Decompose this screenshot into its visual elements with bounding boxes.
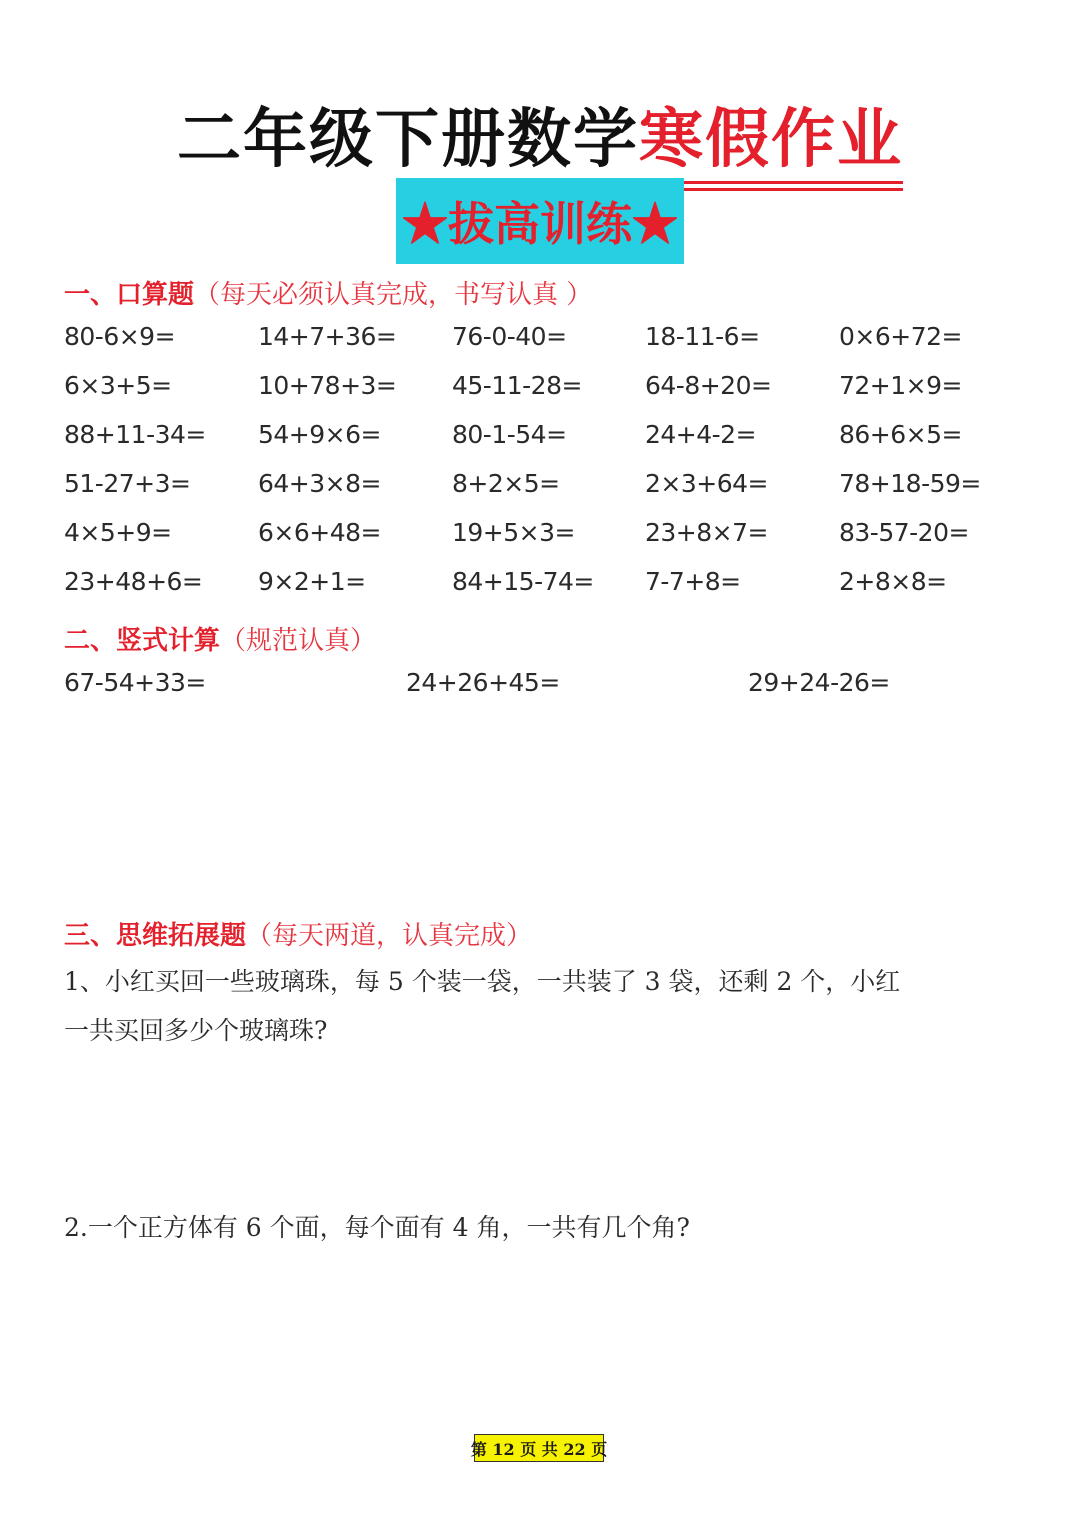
problem-cell: 24+4-2=: [645, 420, 757, 449]
vertical-calc-item: 67-54+33=: [64, 668, 206, 697]
section1-title: 一、口算题: [64, 280, 195, 310]
problem-cell: 64-8+20=: [645, 371, 772, 400]
section2-note: （规范认真）: [220, 626, 377, 656]
problem-cell: 51-27+3=: [64, 469, 191, 498]
word-problem-1-line2: 一共买回多少个玻璃珠?: [64, 1016, 328, 1045]
word-problem-1-line1: 1、小红买回一些玻璃珠，每 5 个装一袋，一共装了 3 袋，还剩 2 个，小红: [64, 967, 901, 996]
title-highlight-text: 寒假作业: [639, 102, 903, 177]
section1-note: （每天必须认真完成，书写认真 ）: [194, 280, 593, 310]
word-problem-2: [64, 1203, 690, 1252]
problem-cell: 23+48+6=: [64, 567, 203, 596]
word-problem-2-text: 2.一个正方体有 6 个面，每个面有 4 角，一共有几个角?: [64, 1213, 690, 1242]
problem-cell: 80-6×9=: [64, 322, 176, 351]
title-highlight: [639, 88, 903, 180]
problem-cell: 6×3+5=: [64, 371, 172, 400]
problem-cell: 88+11-34=: [64, 420, 206, 449]
problem-cell: 2×3+64=: [645, 469, 768, 498]
problem-cell: 76-0-40=: [452, 322, 567, 351]
problem-cell: 64+3×8=: [258, 469, 381, 498]
page-number-text: 第 12 页 共 22 页: [470, 1439, 608, 1459]
section2-heading: [64, 620, 376, 657]
subtitle-text: ★拔高训练★: [402, 197, 678, 251]
vertical-calc-item: 24+26+45=: [406, 668, 560, 697]
problem-cell: 80-1-54=: [452, 420, 567, 449]
word-problem-1: [64, 957, 900, 1055]
subtitle-banner: [396, 178, 684, 264]
problem-cell: 8+2×5=: [452, 469, 560, 498]
section3-note: （每天两道，认真完成）: [246, 921, 533, 951]
problem-cell: 0×6+72=: [839, 322, 962, 351]
problem-cell: 9×2+1=: [258, 567, 366, 596]
section3-heading: [64, 915, 532, 952]
problem-cell: 18-11-6=: [645, 322, 760, 351]
page-number-badge: [470, 1434, 608, 1462]
problem-cell: 83-57-20=: [839, 518, 969, 547]
section1-heading: [64, 274, 592, 311]
problem-cell: 45-11-28=: [452, 371, 582, 400]
problem-cell: 72+1×9=: [839, 371, 962, 400]
problem-cell: 4×5+9=: [64, 518, 172, 547]
section3-title: 三、思维拓展题: [64, 921, 247, 951]
problem-cell: 86+6×5=: [839, 420, 962, 449]
problem-cell: 23+8×7=: [645, 518, 768, 547]
title-main: 二年级下册数学: [177, 102, 639, 177]
section2-title: 二、竖式计算: [64, 626, 221, 656]
problem-cell: 78+18-59=: [839, 469, 981, 498]
problem-cell: 10+78+3=: [258, 371, 397, 400]
problem-cell: 54+9×6=: [258, 420, 381, 449]
problem-cell: 2+8×8=: [839, 567, 947, 596]
problem-cell: 6×6+48=: [258, 518, 381, 547]
vertical-calc-item: 29+24-26=: [748, 668, 890, 697]
problem-cell: 7-7+8=: [645, 567, 741, 596]
problem-cell: 14+7+36=: [258, 322, 397, 351]
page-title: [0, 88, 1080, 180]
problem-cell: 84+15-74=: [452, 567, 594, 596]
problem-cell: 19+5×3=: [452, 518, 575, 547]
